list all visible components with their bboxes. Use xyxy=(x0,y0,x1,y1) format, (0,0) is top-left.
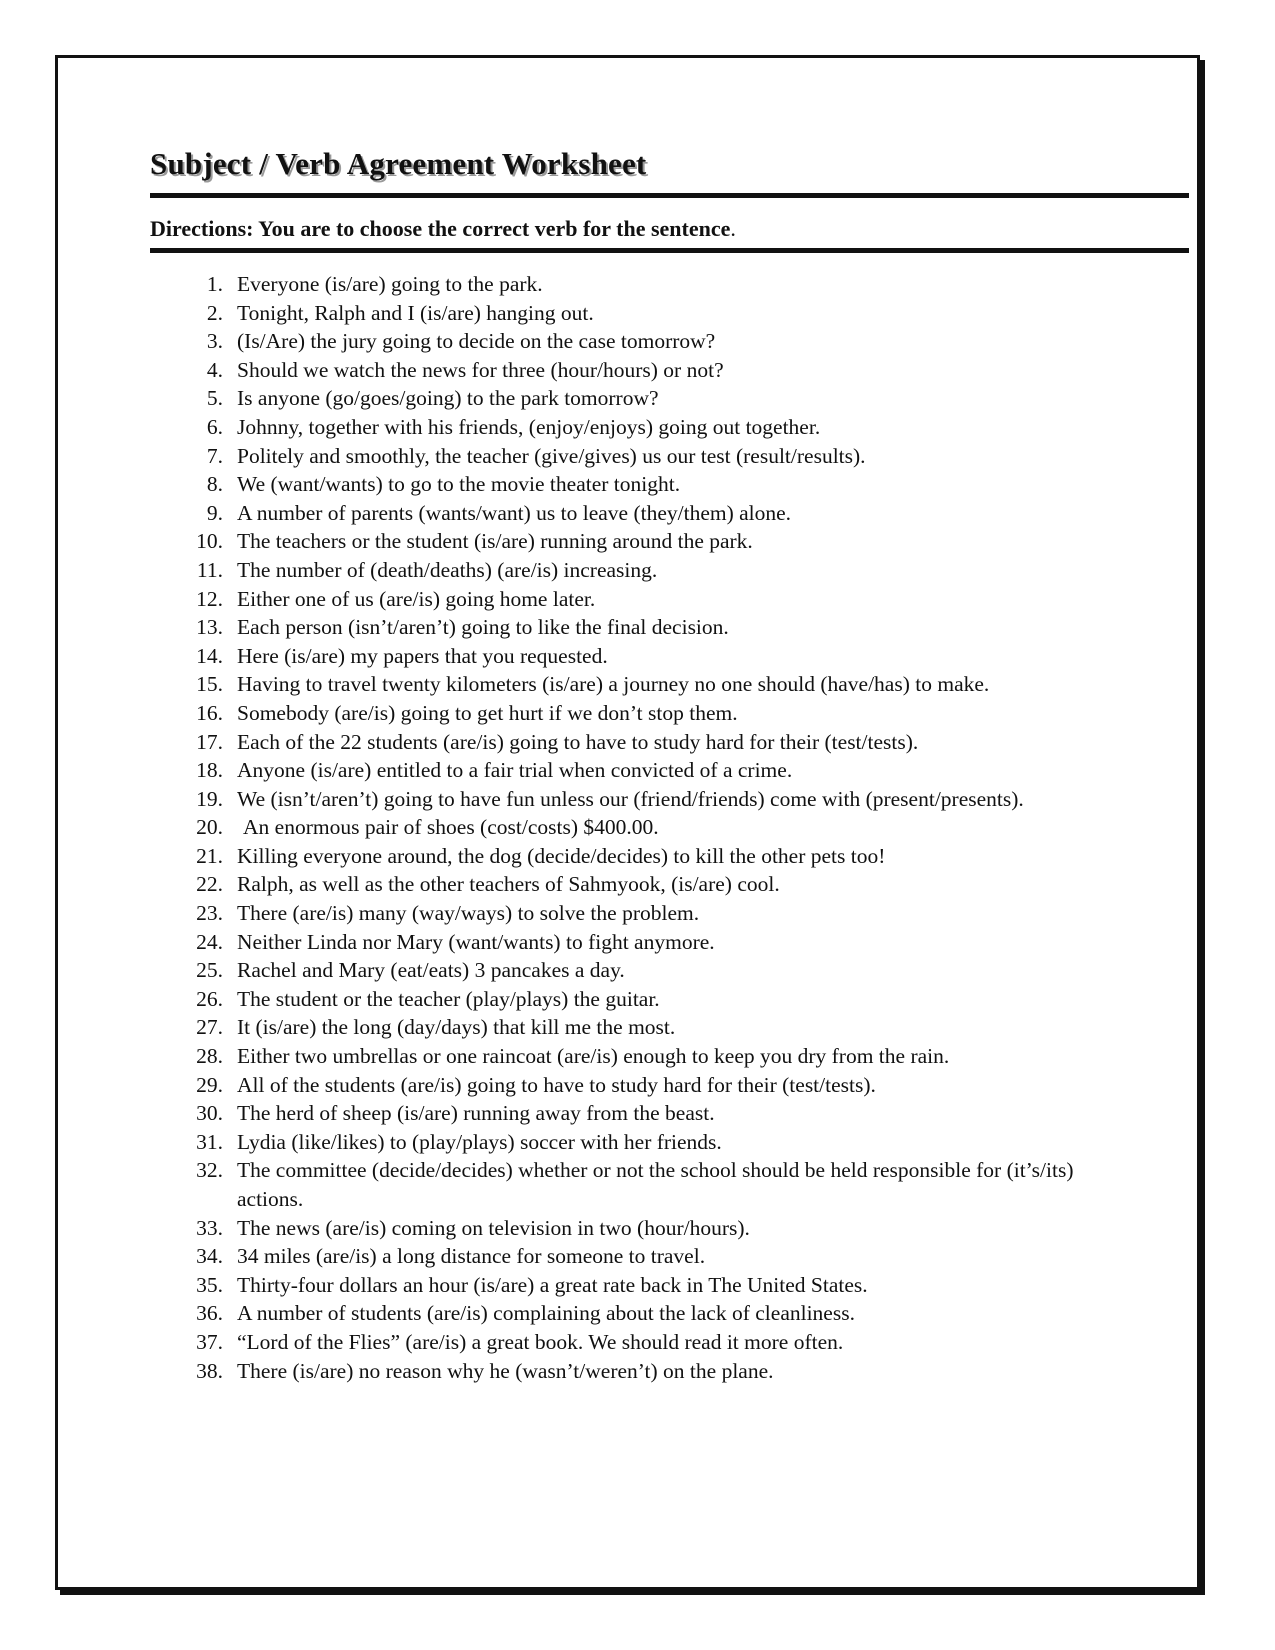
question-text: Each of the 22 students (are/is) going to have to study hard for their (test/tests). xyxy=(237,729,919,754)
question-item xyxy=(175,1099,1135,1128)
question-number: 9. xyxy=(206,500,223,525)
question-text: Rachel and Mary (eat/eats) 3 pancakes a day. xyxy=(237,958,625,983)
question-text: Should we watch the news for three (hour/hours) or not? xyxy=(237,357,724,382)
question-text: Ralph, as well as the other teachers of Sahmyook, (is/are) cool. xyxy=(237,872,780,897)
question-text: 34 miles (are/is) a long distance for someone to travel. xyxy=(237,1244,706,1269)
question-text: Tonight, Ralph and I (is/are) hanging out. xyxy=(237,300,594,325)
question-item xyxy=(175,642,1135,671)
question-number: 1. xyxy=(206,272,223,296)
question-number: 7. xyxy=(206,443,223,468)
question-number: 11. xyxy=(196,557,223,582)
question-text: Lydia (like/likes) to (play/plays) soccer with her friends. xyxy=(237,1129,722,1154)
question-number: 19. xyxy=(196,786,223,811)
question-text: We (isn’t/aren’t) going to have fun unless our (friend/friends) come with (present/presents). xyxy=(237,786,1024,811)
question-text: There (are/is) many (way/ways) to solve the problem. xyxy=(237,901,700,926)
worksheet-title: Subject / Verb Agreement Worksheet xyxy=(150,146,647,181)
question-item xyxy=(175,384,1135,413)
question-item xyxy=(175,1071,1135,1100)
question-text: Having to travel twenty kilometers (is/are) a journey no one should (have/has) to make. xyxy=(237,672,990,697)
question-number: 29. xyxy=(196,1072,223,1097)
question-text: Anyone (is/are) entitled to a fair trial when convicted of a crime. xyxy=(237,758,793,783)
question-text: Thirty-four dollars an hour (is/are) a great rate back in The United States. xyxy=(237,1272,868,1297)
question-item xyxy=(175,985,1135,1014)
question-text: A number of students (are/is) complaining about the lack of cleanliness. xyxy=(237,1301,855,1326)
question-number: 27. xyxy=(196,1015,223,1040)
question-item xyxy=(175,1214,1135,1243)
question-number: 15. xyxy=(196,672,223,697)
question-number: 26. xyxy=(196,986,223,1011)
question-item xyxy=(175,613,1135,642)
question-number: 10. xyxy=(196,529,223,554)
directions-period: . xyxy=(730,216,736,241)
question-text: Either two umbrellas or one raincoat (are/is) enough to keep you dry from the rain. xyxy=(237,1044,950,1069)
question-text: Either one of us (are/is) going home later. xyxy=(237,586,596,611)
question-number: 35. xyxy=(196,1272,223,1297)
question-number: 14. xyxy=(196,643,223,668)
question-item xyxy=(175,870,1135,899)
question-number: 30. xyxy=(196,1101,223,1126)
question-text: The number of (death/deaths) (are/is) increasing. xyxy=(237,557,658,582)
question-text: The news (are/is) coming on television in two (hour/hours). xyxy=(237,1215,750,1240)
question-number: 16. xyxy=(196,700,223,725)
question-number: 36. xyxy=(196,1301,223,1326)
question-item xyxy=(175,1328,1135,1357)
question-text: The committee (decide/decides) whether or not the school should be held responsible for (it’s/its) actions. xyxy=(237,1158,1074,1211)
question-text: Killing everyone around, the dog (decide/decides) to kill the other pets too! xyxy=(237,843,886,868)
question-item xyxy=(175,299,1135,328)
question-text: An enormous pair of shoes (cost/costs) $400.00. xyxy=(243,815,659,840)
question-item xyxy=(175,356,1135,385)
question-text: Politely and smoothly, the teacher (give/gives) us our test (result/results). xyxy=(237,443,866,468)
question-number: 13. xyxy=(196,615,223,640)
question-text: The student or the teacher (play/plays) the guitar. xyxy=(237,986,660,1011)
question-item xyxy=(175,756,1135,785)
question-list xyxy=(175,270,1135,1385)
question-text: All of the students (are/is) going to have to study hard for their (test/tests). xyxy=(237,1072,876,1097)
question-text: We (want/wants) to go to the movie theater tonight. xyxy=(237,472,681,497)
question-number: 20. xyxy=(196,815,223,840)
question-text: Each person (isn’t/aren’t) going to like the final decision. xyxy=(237,615,729,640)
question-item xyxy=(175,327,1135,356)
question-item xyxy=(175,556,1135,585)
question-number: 24. xyxy=(196,929,223,954)
question-item xyxy=(175,1242,1135,1271)
question-item xyxy=(175,1271,1135,1300)
question-text: The herd of sheep (is/are) running away from the beast. xyxy=(237,1101,715,1126)
question-number: 34. xyxy=(196,1244,223,1269)
question-item xyxy=(175,1156,1135,1213)
question-number: 25. xyxy=(196,958,223,983)
title-rule xyxy=(150,193,1189,198)
question-number: 21. xyxy=(196,843,223,868)
question-number: 38. xyxy=(196,1358,223,1383)
question-number: 22. xyxy=(196,872,223,897)
question-item xyxy=(175,928,1135,957)
question-number: 33. xyxy=(196,1215,223,1240)
question-item xyxy=(175,270,1135,299)
directions-label: Directions: You are to choose the correct verb for the sentence xyxy=(150,216,731,241)
question-item xyxy=(175,442,1135,471)
question-text: Somebody (are/is) going to get hurt if we don’t stop them. xyxy=(237,700,738,725)
question-text: Neither Linda nor Mary (want/wants) to fight anymore. xyxy=(237,929,715,954)
question-item xyxy=(175,1128,1135,1157)
question-text: (Is/Are) the jury going to decide on the case tomorrow? xyxy=(237,329,716,354)
question-text: A number of parents (wants/want) us to leave (they/them) alone. xyxy=(237,500,792,525)
question-number: 32. xyxy=(196,1158,223,1183)
question-item xyxy=(175,470,1135,499)
question-text: Johnny, together with his friends, (enjoy/enjoys) going out together. xyxy=(237,414,821,439)
question-number: 2. xyxy=(206,300,223,325)
question-item xyxy=(175,1299,1135,1328)
question-item xyxy=(175,813,1135,842)
question-item xyxy=(175,842,1135,871)
question-text: It (is/are) the long (day/days) that kill me the most. xyxy=(237,1015,676,1040)
question-text: Everyone (is/are) going to the park. xyxy=(237,272,543,296)
question-number: 31. xyxy=(196,1129,223,1154)
question-text: The teachers or the student (is/are) running around the park. xyxy=(237,529,753,554)
question-item xyxy=(175,585,1135,614)
question-number: 8. xyxy=(206,472,223,497)
question-item xyxy=(175,699,1135,728)
question-number: 28. xyxy=(196,1044,223,1069)
question-number: 3. xyxy=(206,329,223,354)
question-number: 4. xyxy=(206,357,223,382)
question-item xyxy=(175,1357,1135,1386)
question-item xyxy=(175,413,1135,442)
question-number: 12. xyxy=(196,586,223,611)
question-item xyxy=(175,728,1135,757)
question-number: 37. xyxy=(196,1329,223,1354)
directions-rule xyxy=(150,248,1189,253)
question-text: Is anyone (go/goes/going) to the park tomorrow? xyxy=(237,386,659,411)
question-text: “Lord of the Flies” (are/is) a great book. We should read it more often. xyxy=(237,1329,844,1354)
question-number: 23. xyxy=(196,901,223,926)
question-text: Here (is/are) my papers that you requested. xyxy=(237,643,608,668)
question-number: 5. xyxy=(206,386,223,411)
question-item xyxy=(175,1013,1135,1042)
question-item xyxy=(175,1042,1135,1071)
question-item xyxy=(175,956,1135,985)
question-number: 17. xyxy=(196,729,223,754)
question-item xyxy=(175,899,1135,928)
question-item xyxy=(175,785,1135,814)
question-item xyxy=(175,499,1135,528)
question-number: 18. xyxy=(196,758,223,783)
question-item xyxy=(175,527,1135,556)
question-number: 6. xyxy=(206,414,223,439)
question-item xyxy=(175,670,1135,699)
directions xyxy=(150,216,736,242)
question-text: There (is/are) no reason why he (wasn’t/weren’t) on the plane. xyxy=(237,1358,774,1383)
